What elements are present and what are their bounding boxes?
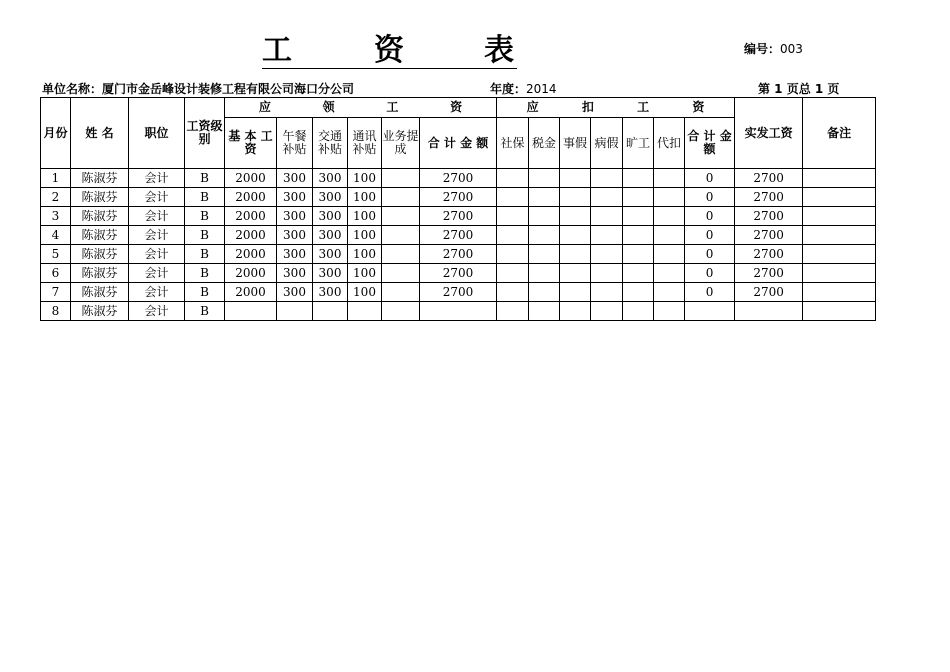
cell-net: 2700 bbox=[735, 245, 803, 264]
cell-bonus bbox=[382, 245, 420, 264]
cell-absent bbox=[623, 169, 654, 188]
cell-withhold bbox=[654, 264, 685, 283]
cell-dtotal: 0 bbox=[685, 207, 735, 226]
cell-sick bbox=[591, 302, 623, 321]
year-value: 2014 bbox=[526, 82, 557, 96]
cell-name: 陈淑芬 bbox=[71, 264, 129, 283]
cell-social bbox=[497, 245, 529, 264]
cell-total: 2700 bbox=[420, 188, 497, 207]
col-payable-total: 合 计 金 额 bbox=[420, 118, 497, 169]
cell-trans: 300 bbox=[313, 283, 348, 302]
col-absence: 旷工 bbox=[623, 118, 654, 169]
cell-comm: 100 bbox=[348, 169, 382, 188]
cell-sick bbox=[591, 226, 623, 245]
col-name: 姓 名 bbox=[71, 98, 129, 169]
col-commission: 业务提成 bbox=[382, 118, 420, 169]
cell-leave bbox=[560, 302, 591, 321]
col-grade: 工资级别 bbox=[185, 98, 225, 169]
cell-name: 陈淑芬 bbox=[71, 283, 129, 302]
cell-trans: 300 bbox=[313, 226, 348, 245]
cell-social bbox=[497, 226, 529, 245]
col-transport: 交通补贴 bbox=[313, 118, 348, 169]
cell-social bbox=[497, 264, 529, 283]
cell-remark bbox=[803, 264, 876, 283]
cell-net: 2700 bbox=[735, 264, 803, 283]
col-withhold: 代扣 bbox=[654, 118, 685, 169]
cell-withhold bbox=[654, 283, 685, 302]
group-deduct bbox=[497, 98, 735, 118]
cell-m: 8 bbox=[41, 302, 71, 321]
unit-label: 单位名称： bbox=[42, 82, 103, 96]
cell-trans: 300 bbox=[313, 207, 348, 226]
cell-bonus bbox=[382, 283, 420, 302]
cell-m: 5 bbox=[41, 245, 71, 264]
table-row bbox=[41, 188, 876, 207]
group-char: 领 bbox=[322, 100, 335, 114]
cell-leave bbox=[560, 207, 591, 226]
cell-sick bbox=[591, 264, 623, 283]
cell-withhold bbox=[654, 245, 685, 264]
cell-grade: B bbox=[185, 245, 225, 264]
cell-trans bbox=[313, 302, 348, 321]
cell-comm: 100 bbox=[348, 245, 382, 264]
cell-pos: 会计 bbox=[129, 283, 185, 302]
cell-grade: B bbox=[185, 226, 225, 245]
cell-trans: 300 bbox=[313, 188, 348, 207]
cell-grade: B bbox=[185, 264, 225, 283]
cell-basic: 2000 bbox=[225, 264, 277, 283]
cell-sick bbox=[591, 207, 623, 226]
sheet-title bbox=[262, 34, 517, 69]
cell-dtotal: 0 bbox=[685, 169, 735, 188]
cell-remark bbox=[803, 302, 876, 321]
cell-withhold bbox=[654, 226, 685, 245]
unit-value: 厦门市金岳峰设计装修工程有限公司海口分公司 bbox=[102, 82, 355, 96]
col-month: 月份 bbox=[41, 98, 71, 169]
col-sick-leave: 病假 bbox=[591, 118, 623, 169]
cell-pos: 会计 bbox=[129, 226, 185, 245]
cell-pos: 会计 bbox=[129, 245, 185, 264]
cell-dtotal: 0 bbox=[685, 245, 735, 264]
table-row bbox=[41, 207, 876, 226]
col-basic: 基 本 工 资 bbox=[225, 118, 277, 169]
group-char: 资 bbox=[450, 100, 463, 114]
cell-basic: 2000 bbox=[225, 226, 277, 245]
title-char: 资 bbox=[374, 33, 404, 68]
col-position: 职位 bbox=[129, 98, 185, 169]
cell-total: 2700 bbox=[420, 264, 497, 283]
cell-withhold bbox=[654, 169, 685, 188]
cell-withhold bbox=[654, 302, 685, 321]
year-label: 年度： bbox=[490, 82, 527, 96]
col-social: 社保 bbox=[497, 118, 529, 169]
cell-tax bbox=[529, 283, 560, 302]
cell-bonus bbox=[382, 169, 420, 188]
cell-lunch: 300 bbox=[277, 207, 313, 226]
cell-bonus bbox=[382, 302, 420, 321]
cell-tax bbox=[529, 302, 560, 321]
cell-sick bbox=[591, 283, 623, 302]
cell-remark bbox=[803, 169, 876, 188]
cell-comm: 100 bbox=[348, 207, 382, 226]
cell-comm: 100 bbox=[348, 283, 382, 302]
cell-m: 2 bbox=[41, 188, 71, 207]
cell-tax bbox=[529, 245, 560, 264]
cell-remark bbox=[803, 207, 876, 226]
cell-absent bbox=[623, 264, 654, 283]
cell-net bbox=[735, 302, 803, 321]
table-row bbox=[41, 245, 876, 264]
cell-withhold bbox=[654, 188, 685, 207]
table-row bbox=[41, 302, 876, 321]
cell-basic: 2000 bbox=[225, 245, 277, 264]
cell-m: 3 bbox=[41, 207, 71, 226]
cell-comm: 100 bbox=[348, 188, 382, 207]
cell-lunch: 300 bbox=[277, 264, 313, 283]
cell-absent bbox=[623, 302, 654, 321]
cell-comm: 100 bbox=[348, 226, 382, 245]
header-row bbox=[41, 98, 876, 118]
cell-pos: 会计 bbox=[129, 264, 185, 283]
cell-leave bbox=[560, 245, 591, 264]
cell-comm bbox=[348, 302, 382, 321]
cell-leave bbox=[560, 169, 591, 188]
cell-dtotal: 0 bbox=[685, 264, 735, 283]
cell-leave bbox=[560, 283, 591, 302]
cell-net: 2700 bbox=[735, 283, 803, 302]
cell-total: 2700 bbox=[420, 226, 497, 245]
col-deduct-total: 合 计 金 额 bbox=[685, 118, 735, 169]
cell-m: 7 bbox=[41, 283, 71, 302]
cell-name: 陈淑芬 bbox=[71, 169, 129, 188]
cell-net: 2700 bbox=[735, 207, 803, 226]
doc-code-label: 编号： bbox=[744, 42, 781, 56]
group-char: 工 bbox=[637, 100, 650, 114]
cell-remark bbox=[803, 188, 876, 207]
cell-social bbox=[497, 207, 529, 226]
cell-lunch: 300 bbox=[277, 283, 313, 302]
cell-total: 2700 bbox=[420, 169, 497, 188]
cell-leave bbox=[560, 264, 591, 283]
cell-name: 陈淑芬 bbox=[71, 188, 129, 207]
cell-tax bbox=[529, 226, 560, 245]
cell-name: 陈淑芬 bbox=[71, 302, 129, 321]
table-row bbox=[41, 226, 876, 245]
cell-bonus bbox=[382, 188, 420, 207]
title-char: 表 bbox=[484, 33, 514, 68]
cell-bonus bbox=[382, 264, 420, 283]
cell-name: 陈淑芬 bbox=[71, 207, 129, 226]
cell-dtotal bbox=[685, 302, 735, 321]
cell-total: 2700 bbox=[420, 283, 497, 302]
doc-code-value: 003 bbox=[780, 42, 803, 56]
cell-grade: B bbox=[185, 283, 225, 302]
cell-net: 2700 bbox=[735, 188, 803, 207]
cell-comm: 100 bbox=[348, 264, 382, 283]
cell-m: 4 bbox=[41, 226, 71, 245]
cell-lunch: 300 bbox=[277, 169, 313, 188]
cell-pos: 会计 bbox=[129, 302, 185, 321]
cell-lunch: 300 bbox=[277, 188, 313, 207]
cell-tax bbox=[529, 264, 560, 283]
group-char: 应 bbox=[526, 100, 539, 114]
cell-absent bbox=[623, 207, 654, 226]
cell-tax bbox=[529, 188, 560, 207]
cell-dtotal: 0 bbox=[685, 283, 735, 302]
cell-remark bbox=[803, 245, 876, 264]
cell-grade: B bbox=[185, 169, 225, 188]
cell-social bbox=[497, 188, 529, 207]
cell-absent bbox=[623, 245, 654, 264]
cell-basic bbox=[225, 302, 277, 321]
cell-tax bbox=[529, 169, 560, 188]
cell-leave bbox=[560, 188, 591, 207]
table-row bbox=[41, 169, 876, 188]
cell-pos: 会计 bbox=[129, 207, 185, 226]
cell-m: 1 bbox=[41, 169, 71, 188]
group-char: 工 bbox=[386, 100, 399, 114]
cell-trans: 300 bbox=[313, 169, 348, 188]
cell-social bbox=[497, 302, 529, 321]
cell-trans: 300 bbox=[313, 245, 348, 264]
table-row bbox=[41, 283, 876, 302]
cell-withhold bbox=[654, 207, 685, 226]
cell-pos: 会计 bbox=[129, 169, 185, 188]
title-char: 工 bbox=[262, 33, 292, 68]
cell-net: 2700 bbox=[735, 226, 803, 245]
group-char: 扣 bbox=[581, 100, 594, 114]
cell-name: 陈淑芬 bbox=[71, 226, 129, 245]
cell-total: 2700 bbox=[420, 245, 497, 264]
group-char: 应 bbox=[258, 100, 271, 114]
cell-total bbox=[420, 302, 497, 321]
cell-net: 2700 bbox=[735, 169, 803, 188]
group-char: 资 bbox=[692, 100, 705, 114]
cell-lunch: 300 bbox=[277, 226, 313, 245]
col-lunch: 午餐补贴 bbox=[277, 118, 313, 169]
unit-name bbox=[42, 80, 354, 97]
cell-social bbox=[497, 169, 529, 188]
cell-absent bbox=[623, 188, 654, 207]
col-personal-leave: 事假 bbox=[560, 118, 591, 169]
cell-sick bbox=[591, 169, 623, 188]
cell-absent bbox=[623, 283, 654, 302]
cell-m: 6 bbox=[41, 264, 71, 283]
cell-total: 2700 bbox=[420, 207, 497, 226]
cell-basic: 2000 bbox=[225, 169, 277, 188]
cell-basic: 2000 bbox=[225, 207, 277, 226]
cell-grade: B bbox=[185, 188, 225, 207]
cell-dtotal: 0 bbox=[685, 188, 735, 207]
cell-sick bbox=[591, 188, 623, 207]
cell-basic: 2000 bbox=[225, 188, 277, 207]
cell-dtotal: 0 bbox=[685, 226, 735, 245]
cell-absent bbox=[623, 226, 654, 245]
cell-lunch: 300 bbox=[277, 245, 313, 264]
cell-grade: B bbox=[185, 207, 225, 226]
cell-sick bbox=[591, 245, 623, 264]
col-comm: 通讯补贴 bbox=[348, 118, 382, 169]
salary-table bbox=[40, 97, 876, 321]
cell-trans: 300 bbox=[313, 264, 348, 283]
cell-bonus bbox=[382, 207, 420, 226]
cell-lunch bbox=[277, 302, 313, 321]
cell-tax bbox=[529, 207, 560, 226]
cell-remark bbox=[803, 226, 876, 245]
cell-pos: 会计 bbox=[129, 188, 185, 207]
cell-leave bbox=[560, 226, 591, 245]
cell-name: 陈淑芬 bbox=[71, 245, 129, 264]
col-net: 实发工资 bbox=[735, 98, 803, 169]
col-remark: 备注 bbox=[803, 98, 876, 169]
page-info: 第 1 页总 1 页 bbox=[758, 82, 840, 96]
doc-code bbox=[744, 40, 803, 57]
group-payable bbox=[225, 98, 497, 118]
cell-remark bbox=[803, 283, 876, 302]
cell-grade: B bbox=[185, 302, 225, 321]
cell-basic: 2000 bbox=[225, 283, 277, 302]
col-tax: 税金 bbox=[529, 118, 560, 169]
year bbox=[490, 80, 557, 97]
cell-social bbox=[497, 283, 529, 302]
table-row bbox=[41, 264, 876, 283]
cell-bonus bbox=[382, 226, 420, 245]
